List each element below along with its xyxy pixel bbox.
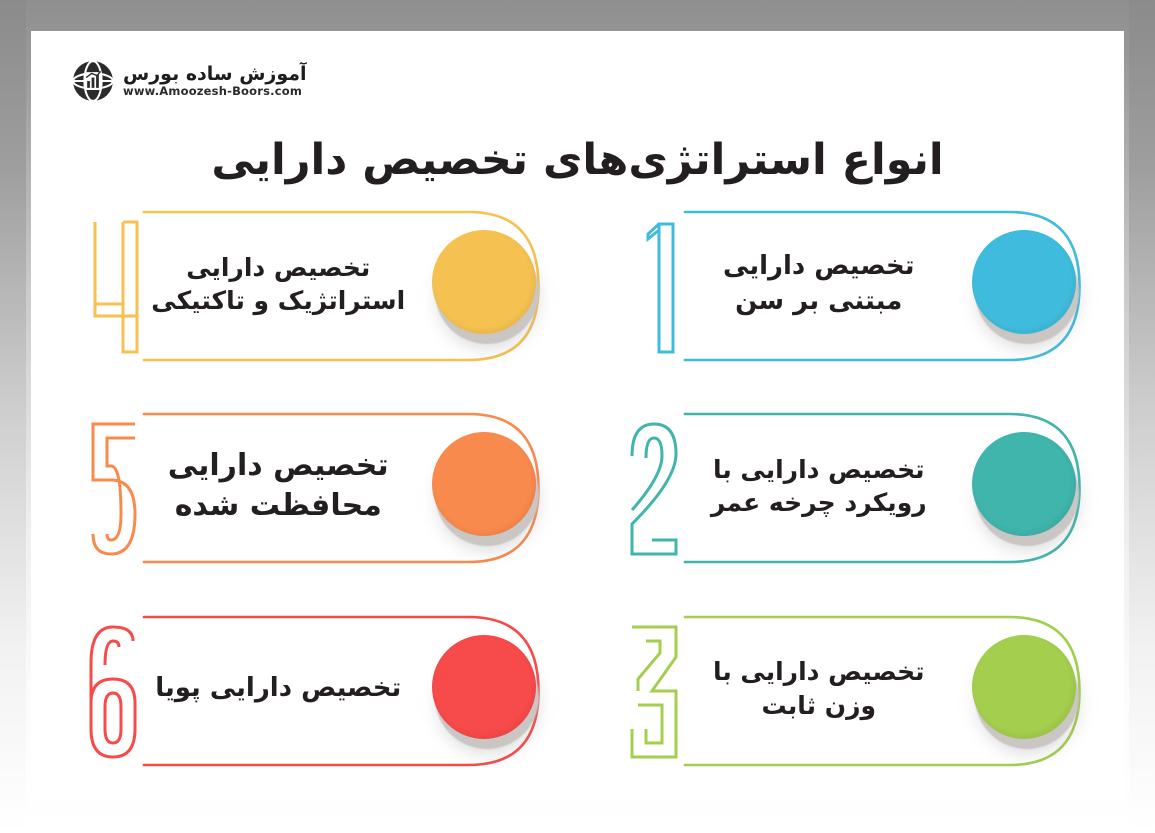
item-bullet-1 — [972, 230, 1076, 334]
infographic-page — [31, 31, 1124, 801]
strategy-label-1: تخصیص دارایی مبتنی بر سن — [723, 251, 915, 316]
strategy-item-4[interactable] — [71, 206, 544, 366]
item-number-2 — [618, 414, 688, 564]
item-number-6 — [77, 617, 147, 767]
page-title: انواع استراتژی‌های تخصیص دارایی — [211, 134, 944, 185]
item-number-3 — [618, 617, 688, 767]
item-bullet-6 — [432, 635, 536, 739]
strategy-label-6: تخصیص دارایی پویا — [155, 673, 402, 704]
strategy-list — [71, 206, 1084, 786]
strategy-label-5: تخصیص دارایی محافظت شده — [167, 448, 389, 524]
item-number-4 — [77, 212, 147, 362]
strategy-label-4: تخصیص دارایی استراتژیک و تاکتیکی — [151, 252, 406, 315]
item-bullet-4 — [432, 230, 536, 334]
item-bullet-3 — [972, 635, 1076, 739]
item-bullet-2 — [972, 432, 1076, 536]
strategy-item-2[interactable] — [612, 408, 1085, 568]
strategy-item-6[interactable] — [71, 611, 544, 771]
item-bullet-5 — [432, 432, 536, 536]
strategy-item-5[interactable] — [71, 408, 544, 568]
strategy-item-3[interactable] — [612, 611, 1085, 771]
strategy-item-1[interactable] — [612, 206, 1085, 366]
brand-website: www.Amoozesh-Boors.com — [123, 83, 303, 98]
item-number-5 — [77, 414, 147, 564]
globe-chart-icon — [71, 59, 115, 103]
brand-name: آموزش ساده بورس — [123, 62, 307, 85]
brand-logo — [71, 59, 307, 103]
item-number-1 — [618, 212, 688, 362]
strategy-label-2: تخصیص دارایی با رویکرد چرخه عمر — [710, 454, 927, 518]
strategy-label-3: تخصیص دارایی با وزن ثابت — [712, 657, 925, 720]
